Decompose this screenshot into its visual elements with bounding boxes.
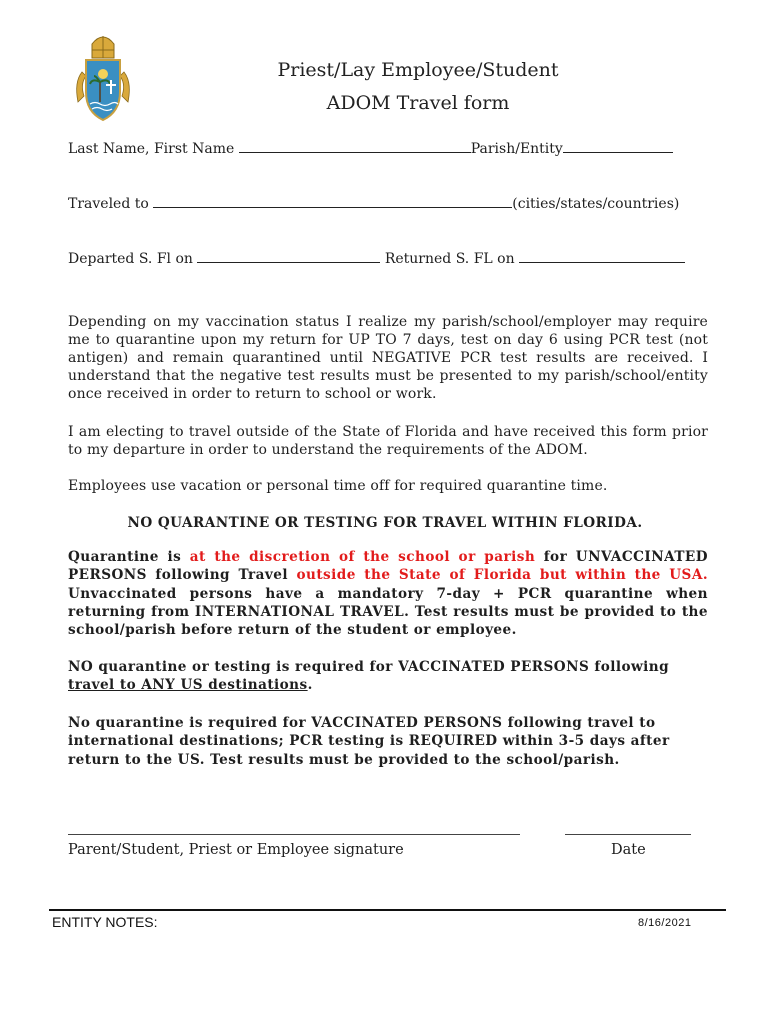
traveled-suffix: (cities/states/countries): [512, 196, 680, 212]
vax-us-underline: travel to ANY US destinations: [68, 677, 308, 694]
no-quarantine-heading: NO QUARANTINE OR TESTING FOR TRAVEL WITHIN FLORIDA.: [127, 515, 643, 531]
signature-label: Parent/Student, Priest or Employee signature: [68, 842, 404, 858]
entity-notes-divider: [49, 909, 726, 911]
q-part3: for UNVACCINATED PERSONS following Travel: [68, 549, 708, 584]
name-label: Last Name, First Name: [68, 141, 235, 157]
vaccinated-us-paragraph: [68, 658, 708, 695]
unvaccinated-paragraph: [68, 548, 708, 639]
traveled-label: Traveled to: [68, 196, 149, 212]
traveled-field[interactable]: [153, 195, 512, 208]
parish-label: Parish/Entity: [470, 141, 563, 157]
q-part4-red: outside the State of Florida but within the USA.: [296, 567, 708, 584]
election-paragraph: I am electing to travel outside of the State of Florida and have received this form prior to my departure in order to understand the requirements of the ADOM.: [68, 424, 708, 458]
form-revision-date: 8/16/2021: [638, 917, 692, 929]
vax-us-end: .: [307, 677, 313, 694]
dates-row: [68, 250, 685, 267]
q-part1: Quarantine is: [68, 549, 190, 565]
q-part2-red: at the discretion of the school or parish: [189, 549, 536, 565]
form-subtitle: ADOM Travel form: [326, 92, 510, 114]
returned-label: Returned S. FL on: [384, 251, 515, 267]
acknowledgement-paragraph: Depending on my vaccination status I realize my parish/school/employer may require me to quarantine upon my return for UP TO 7 days, test on day 6 using PCR test (not antigen) and remain quarantined until NEGATIVE PCR test results are received. I understand that the negative test results must be presented to my parish/school/entity once received in order to return to school or work.: [68, 314, 708, 402]
form-title: Priest/Lay Employee/Student: [277, 59, 559, 81]
date-line[interactable]: [565, 834, 691, 835]
returned-field[interactable]: [519, 250, 685, 263]
date-label: Date: [611, 842, 646, 858]
name-field[interactable]: [239, 140, 471, 153]
parish-field[interactable]: [563, 140, 673, 153]
signature-line[interactable]: [68, 834, 520, 835]
traveled-row: [68, 195, 679, 212]
q-part5: Unvaccinated persons have a mandatory 7-day + PCR quarantine when returning from INTERNATIONAL TRAVEL. Test results must be provided to the school/parish before return of the student or employee.: [68, 585, 708, 639]
name-parish-row: [68, 140, 673, 157]
departed-field[interactable]: [197, 250, 380, 263]
employees-paragraph: Employees use vacation or personal time off for required quarantine time.: [68, 478, 608, 494]
entity-notes-label: ENTITY NOTES:: [52, 914, 158, 930]
vaccinated-intl-paragraph: No quarantine is required for VACCINATED PERSONS following travel to international destinations; PCR testing is REQUIRED within 3-5 days after return to the US. Test results must be provided to the school/parish.: [68, 715, 670, 768]
vax-us-part1: NO quarantine or testing is required for VACCINATED PERSONS following: [68, 659, 670, 675]
departed-label: Departed S. Fl on: [68, 251, 193, 267]
